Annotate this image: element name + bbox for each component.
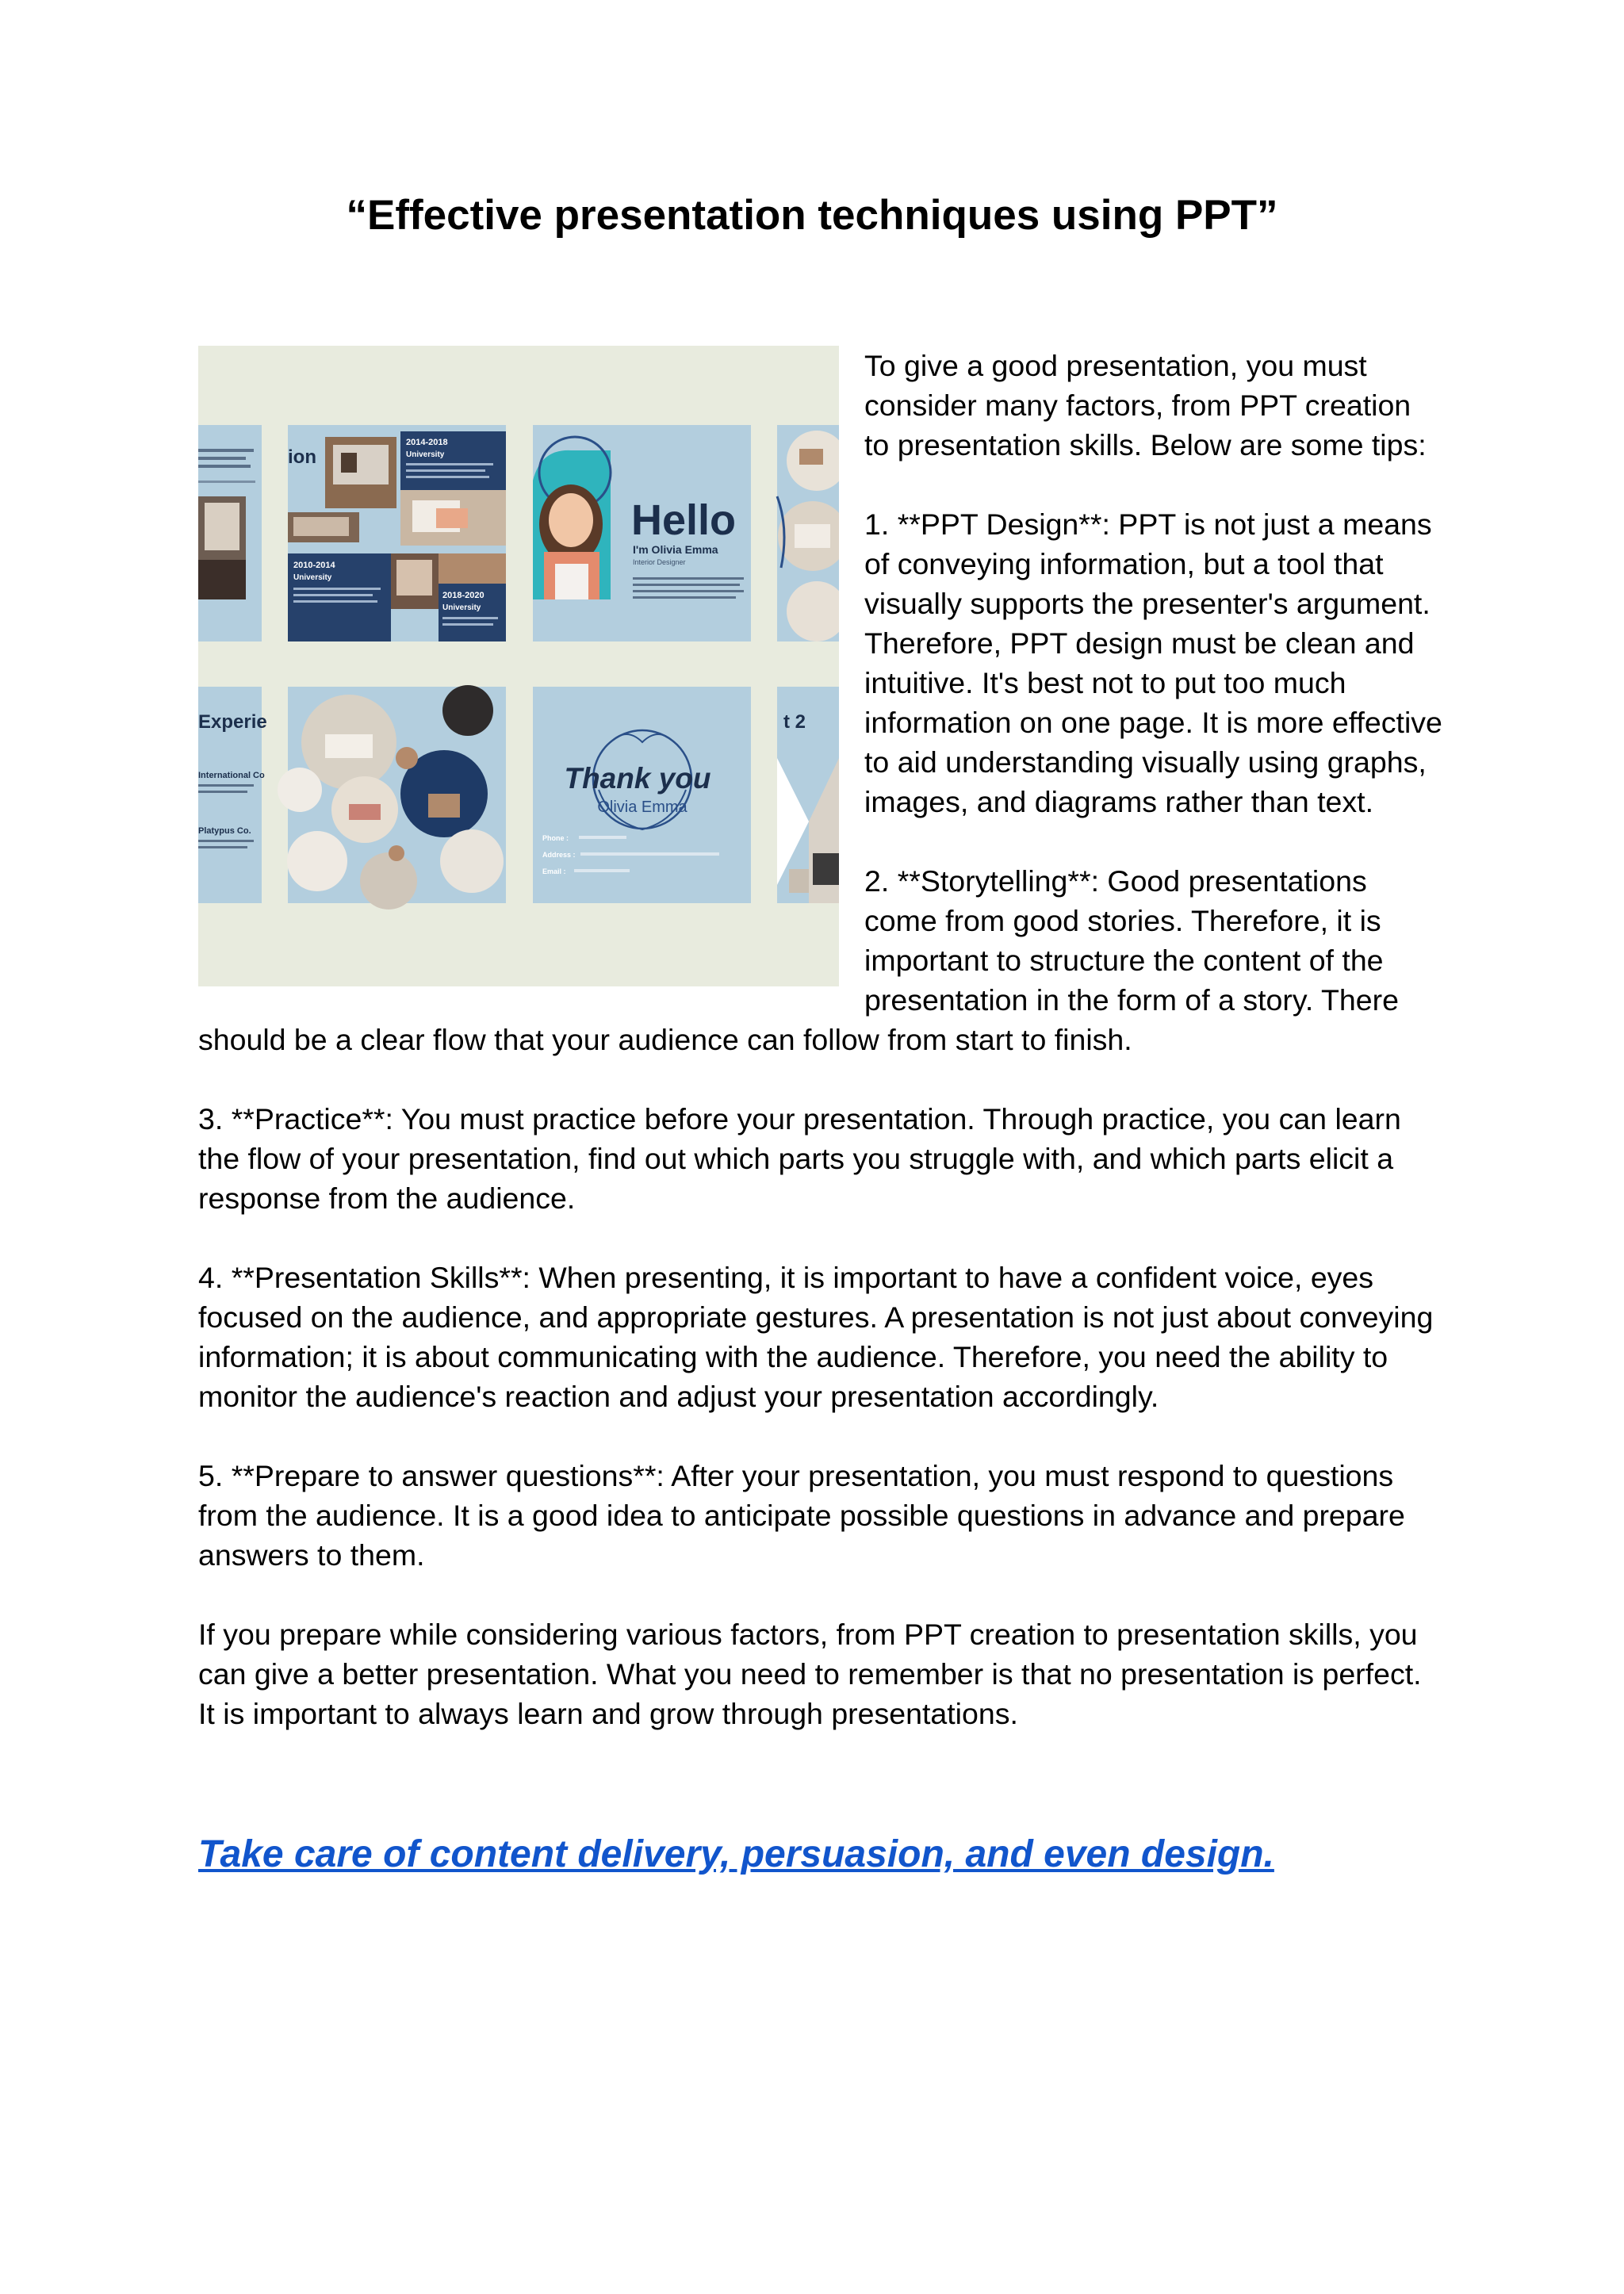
paragraph-tip-5: 5. **Prepare to answer questions**: After your presentation, you must respond to questions from the audience. It is a good idea to anticipate possible questions in advance and prepare answers to them. — [198, 1459, 1405, 1572]
paragraph-conclusion: If you prepare while considering various factors, from PPT creation to presentation skills, you can give a better presentation. What you need to remember is that no presentation is perfect. It is important to always learn and grow through presentations. — [198, 1618, 1422, 1730]
paragraph-tip-2: 2. **Storytelling**: Good presentations come from good stories. Therefore, it is important to structure the content of the presentation in the form of a story. There should be a clear flow that your audience can follow from start to finish. — [198, 864, 1399, 1056]
paragraph-tip-3: 3. **Practice**: You must practice before your presentation. Through practice, you can learn the flow of your presentation, find out which parts you struggle with, and which parts elicit a response from the audience. — [198, 1102, 1401, 1215]
slide-circle-gallery — [278, 685, 506, 910]
slide-education-partial — [198, 425, 262, 641]
cta-heading — [198, 1832, 1467, 1878]
part-two-label: t 2 — [783, 711, 806, 733]
hello-name: I'm Olivia Emma — [633, 543, 718, 556]
slide-collage — [198, 346, 839, 986]
education-year-3-sub: University — [442, 603, 481, 612]
education-year-2: 2010-2014 — [293, 561, 335, 570]
slide-part-two-partial — [777, 687, 839, 903]
presentation-template-image — [198, 346, 839, 986]
education-title-label: ion — [288, 446, 316, 468]
experience-item-2: Platypus Co. — [198, 826, 251, 836]
thank-you-heading: Thank you — [564, 762, 711, 795]
contact-address-label: Address : — [542, 851, 576, 859]
slide-hello — [533, 425, 751, 641]
paragraph-intro: To give a good presentation, you must consider many factors, from PPT creation to presentation skills. Below are some tips: — [864, 349, 1427, 461]
contact-email-label: Email : — [542, 867, 566, 875]
contact-phone-label: Phone : — [542, 834, 569, 842]
experience-title: Experie — [198, 711, 267, 733]
slide-thank-you — [533, 687, 751, 903]
thank-you-name: Olivia Emma — [597, 798, 688, 816]
education-year-3: 2018-2020 — [442, 591, 485, 600]
education-year-2-sub: University — [293, 573, 332, 582]
paragraph-tip-4: 4. **Presentation Skills**: When presenting, it is important to have a confident voice, eyes focused on the audience, and appropriate gestures. A presentation is not just about conveying information; it is about communicating with the audience. Therefore, you need the ability to monitor the audience's reaction and adjust your presentation accordingly. — [198, 1261, 1434, 1413]
hello-role: Interior Designer — [633, 558, 686, 566]
paragraph-tip-1: 1. **PPT Design**: PPT is not just a means of conveying information, but a tool that visually supports the presenter's argument. Therefore, PPT design must be clean and intuitive. It's best not to put too much information on one page. It is more effective to aid understanding visually using graphs, images, and diagrams rather than text. — [864, 507, 1442, 818]
hello-heading: Hello — [631, 496, 737, 544]
document-title: “Effective presentation techniques using PPT” — [346, 192, 1278, 239]
document-body — [198, 346, 1443, 1773]
experience-item-1: International Co — [198, 771, 265, 780]
cta-link[interactable]: Take care of content delivery, persuasion, and even design. — [198, 1833, 1274, 1875]
education-year-1-sub: University — [406, 450, 445, 459]
slide-gallery-partial — [777, 425, 839, 641]
education-year-1: 2014-2018 — [406, 438, 448, 447]
slide-experience-partial — [198, 687, 267, 903]
slide-education — [288, 425, 506, 641]
